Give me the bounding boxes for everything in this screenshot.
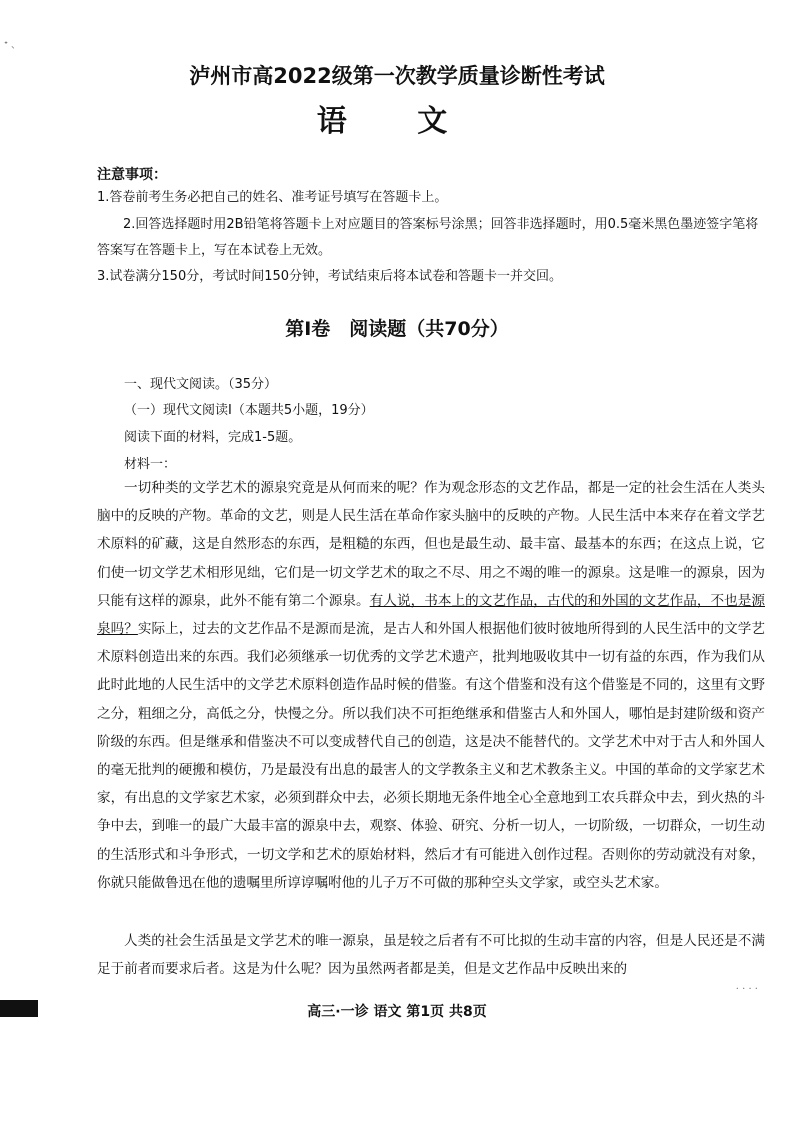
passage-text: 一切种类的文学艺术的源泉究竟是从何而来的呢？作为观念形态的文艺作品，都是一定的社会生活在人类头脑中的反映的产物。革命的文艺，则是人民生活在革命作家头脑中的反映的产物。人民生活中本来存在着文学艺术原料的矿藏，这是自然形态的东西，是粗糙的东西，但也是最生动、最丰富、最基本的东西；在这点上说，它们使一切文学艺术相形见绌，它们是一切文学艺术的取之不尽、用之不竭的唯一的源泉。这是唯一的源泉，因为只能有这样的源泉，此外不能有第二个源泉。 [97, 480, 765, 609]
notice-heading: 注意事项： [97, 167, 167, 183]
underlined-sentence: 有人说，书本上的文艺作品，古代的和外国的文艺作品，不也是源泉吗？ [97, 592, 766, 638]
scan-dots: · · · · [735, 984, 758, 995]
notice-item-1: 1.答卷前考生务必把自己的姓名、准考证号填写在答题卡上。 [97, 190, 448, 205]
passage-paragraph-1 [97, 474, 765, 897]
instruction: 阅读下面的材料，完成1-5题。 [124, 430, 302, 445]
subject-title: 语 文 [316, 104, 478, 139]
passage-paragraph-2: 人类的社会生活虽是文学艺术的唯一源泉，虽是较之后者有不可比拟的生动丰富的内容，但是人民还是不满足于前者而要求后者。这是为什么呢？因为虽然两者都是美，但是文艺作品中反映出来的 [97, 933, 765, 978]
section-title: 第Ⅰ卷 阅读题（共70分） [285, 318, 509, 340]
notice-item-3: 3.试卷满分150分，考试时间150分钟，考试结束后将本试卷和答题卡一并交回。 [97, 269, 563, 284]
scan-mark: ᐩ ､ [4, 40, 17, 51]
sub-heading: （一）现代文阅读Ⅰ（本题共5小题，19分） [124, 403, 374, 418]
exam-title: 泸州市高2022级第一次教学质量诊断性考试 [189, 64, 605, 88]
material-label: 材料一： [124, 457, 177, 472]
page-footer: 高三·一诊 语文 第1页 共8页 [307, 1004, 487, 1020]
passage-text: 实际上，过去的文艺作品不是源而是流，是古人和外国人根据他们彼时彼地所得到的人民生活中的文学艺术原料创造出来的东西。我们必须继承一切优秀的文学艺术遗产，批判地吸收其中一切有益的东西，作为我们从此时此地的人民生活中的文学艺术原料创造作品时候的借鉴。有这个借鉴和没有这个借鉴是不同的，这里有文野之分，粗细之分，高低之分，快慢之分。所以我们决不可拒绝继承和借鉴古人和外国人，哪怕是封建阶级和资产阶级的东西。但是继承和借鉴决不可以变成替代自己的创造，这是决不能替代的。文学艺术中对于古人和外国人的毫无批判的硬搬和模仿，乃是最没有出息的最害人的文学教条主义和艺术教条主义。中国的革命的文学家艺术家，有出息的文学家艺术家，必须到群众中去，必须长期地无条件地全心全意地到工农兵群众中去，到火热的斗争中去，到唯一的最广大最丰富的源泉中去，观察、体验、研究、分析一切人，一切阶级，一切群众，一切生动的生活形式和斗争形式，一切文学和艺术的原始材料，然后才有可能进入创作过程。否则你的劳动就没有对象，你就只能做鲁迅在他的遗嘱里所谆谆嘱咐他的儿子万不可做的那种空头文学家，或空头艺术家。 [97, 621, 766, 891]
notice-item-2: 2.回答选择题时用2B铅笔将答题卡上对应题目的答案标号涂黑；回答非选择题时，用0.5毫米黑色墨迹签字笔将答案写在答题卡上，写在本试卷上无效。 [97, 217, 759, 258]
part-heading: 一、现代文阅读。（35分） [124, 377, 278, 392]
